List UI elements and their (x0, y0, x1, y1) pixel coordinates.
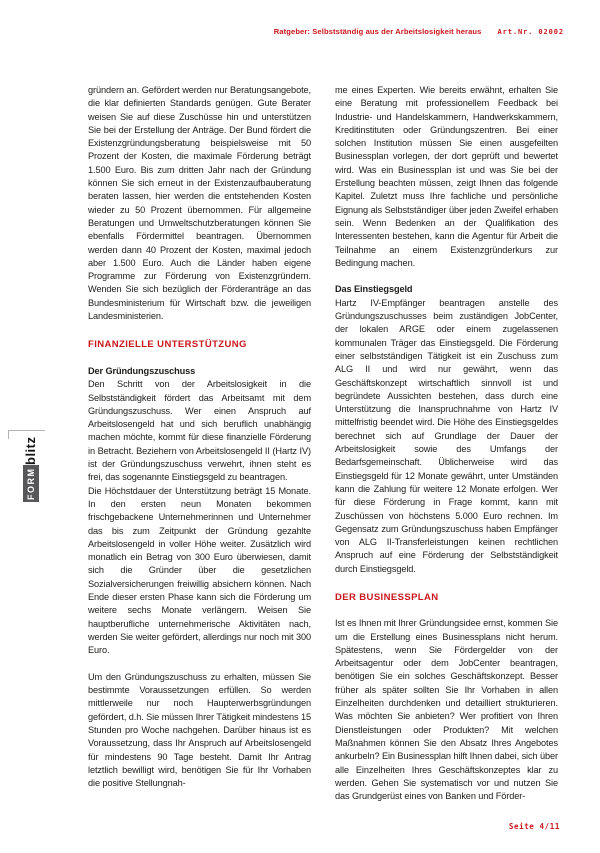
page-number: Seite 4/11 (508, 822, 560, 831)
paragraph-experten-stellungnahme: me eines Experten. Wie bereits erwähnt, erhalten Sie eine Beratung mit professionellem Feedback bei Industrie- und Handelskammern, Handwerkskammern, Kreditinstituten oder Gründungszentren. Bei einer solchen Institution müssen Sie einen ausgefeilten Businessplan vorlegen, der dort geprüft und bewertet wird. Was ein Businessplan ist und was Sie bei der Erstellung beachten müssen, zeigt Ihnen das folgende Kapitel. Zuletzt muss Ihre fachliche und persönliche Eignung als Selbstständiger über jeden Zweifel erhaben sein. Wenn Bedenken an der Qualifikation des Interessenten bestehen, kann die Agentur für Arbeit die Teilnahme an einem Existenzgründerkurs zur Bedingung machen. (335, 85, 558, 268)
document-title: Ratgeber: Selbstständig aus der Arbeitslosigkeit heraus (273, 27, 482, 36)
paragraph-gruendungszuschuss-dauer: Die Höchstdauer der Unterstützung beträgt 15 Monate. In den ersten neun Monaten bekommen frischgebackene Unternehmerinnen und Unternehmer das bis zum Zeitpunkt der Gründung gezahlte Arbeitslosengeld in voller Höhe weiter. Zusätzlich wird monatlich ein Betrag von 300 Euro überwiesen, damit sich die Gründer über die gesetzlichen Sozialversicherungen freiwillig absichern können. Nach Ende dieser ersten Phase kann sich die Förderung um weitere sechs Monate verlängern. Weisen Sie hauptberufliche unternehmerische Aktivitäten nach, werden Sie weiter gefördert, allerdings nur noch mit 300 Euro. (88, 485, 311, 656)
logo-rule-horizontal (8, 430, 45, 431)
document-header (0, 27, 564, 36)
subheading-einstiegsgeld: Das Einstiegsgeld (335, 284, 413, 295)
article-number: Art.Nr. 02002 (497, 28, 564, 36)
paragraph-gruendungszuschuss-intro: Den Schritt von der Arbeitslosigkeit in die Selbstständigkeit fördert das Arbeitsamt mit dem Gründungszuschuss. Wer einen Anspruch auf Arbeitslosengeld hat und sich beruflich unabhängig machen möchte, kommt für diese finanzielle Förderung in Betracht. Beziehern von Arbeitslosengeld II (Hartz IV) ist der Gründungszuschuss verwehrt, ihnen steht es frei, das sogenannte Einstiegsgeld zu beantragen. (88, 379, 311, 483)
column-left (88, 84, 311, 790)
paragraph-einstiegsgeld: Hartz IV-Empfänger beantragen anstelle des Gründungszuschusses beim zuständigen JobCenter, der lokalen ARGE oder einem zugelassenen kommunalen Träger das Einstiegsgeld. Die Förderung einer selbstständigen Tätigkeit ist ein Zuschuss zum ALG II und wird nur gewährt, wenn das Geschäftskonzept wirtschaftlich sinnvoll ist und begründete Aussichten bestehen, dass durch eine Unterstützung die Inanspruchnahme von Hartz IV mittelfristig beendet wird. Die Höhe des Einstiegsgeldes berechnet sich auf Grundlage der Dauer der Arbeitslosigkeit sowie des Umfangs der Bedarfsgemeinschaft. Üblicherweise wird das Einstiegsgeld für 12 Monate gewährt, unter Umständen kann die Zahlung für weitere 12 Monate erfolgen. Wer für diese Förderung in Frage kommt, kann mit Zuschüssen von höchstens 5.000 Euro rechnen. Im Gegensatz zum Gründungszuschuss haben Empfänger von ALG II-Transferleistungen keinen rechtlichen Anspruch auf eine Förderung der Selbstständigkeit durch Einstiegsgeld. (335, 297, 558, 574)
formblitz-logo (21, 437, 40, 502)
paragraph-businessplan: Ist es Ihnen mit Ihrer Gründungsidee ernst, kommen Sie um die Erstellung eines Businessplans nicht herum. Spätestens, wenn Sie Fördergelder von der Arbeitsagentur oder dem JobCenter beantragen, benötigen Sie ein solches Geschäftskonzept. Besser früher als später sollten Sie Ihr Vorhaben in allen Einzelheiten durchdenken und detailliert strukturieren. Was möchten Sie anbieten? Wer profitiert von Ihren Dienstleistungen oder Produkten? Mit welchen Maßnahmen können Sie den Absatz Ihres Angebotes ankurbeln? Ein Businessplan hilft Ihnen dabei, sich über alle Einzelheiten Ihres Geschäftskonzeptes klar zu werden. Gehen Sie systematisch vor und nutzen Sie das Grundgerüst eines von Banken und Förder- (335, 618, 558, 802)
paragraph-gruendungszuschuss-voraussetzungen: Um den Gründungszuschuss zu erhalten, müssen Sie bestimmte Voraussetzungen erfüllen. So werden mittlerweile nur noch Haupterwerbsgründungen gefördert, d.h. Sie müssen Ihrer Tätigkeit mindestens 15 Stunden pro Woche nachgehen. Darüber hinaus ist es Voraussetzung, dass Ihr Anspruch auf Arbeitslosengeld für mindestens 90 Tage besteht. Damit Ihr Antrag letztlich bewilligt wird, benötigen Sie für Ihr Vorhaben die positive Stellungnah- (88, 671, 312, 789)
subheading-gruendungszuschuss: Der Gründungszuschuss (88, 365, 196, 376)
formblitz-logo-text: blitz (23, 437, 38, 466)
logo-rule-vertical (8, 430, 9, 439)
formblitz-logo-box: FORM (23, 466, 39, 503)
paragraph-consulting-funding: gründern an. Gefördert werden nur Beratungsangebote, die klar definierten Standards genügen. Gute Berater weisen Sie auf diese Zuschüsse hin und unterstützen Sie bei der Erstellung der Anträge. Der Bund fördert die Existenzgründungsberatung beispielsweise mit 50 Prozent der Kosten, die maximale Förderung beträgt 1.500 Euro. Bis zum dritten Jahr nach der Gründung können Sie sich erneut in der Existenzaufbauberatung beraten lassen, hier werden die entstehenden Kosten wieder zu 50 Prozent übernommen. Für allgemeine Beratungen und Umweltschutzberatungen können Sie ebenfalls Fördermittel beantragen. Übernommen werden dann 40 Prozent der Kosten, maximal jedoch aber 1.500 Euro. Auch die Länder haben eigene Programme zur Förderung von Existenzgründern. Wenden Sie sich bezüglich der Förderanträge an das Bundesministerium für Wirtschaft bzw. die jeweiligen Landesministerien. (88, 85, 311, 322)
column-right (335, 84, 558, 803)
section-heading-businessplan: DER BUSINESSPLAN (335, 591, 439, 603)
section-heading-finanzielle-unterstuetzung: FINANZIELLE UNTERSTÜTZUNG (88, 339, 247, 351)
